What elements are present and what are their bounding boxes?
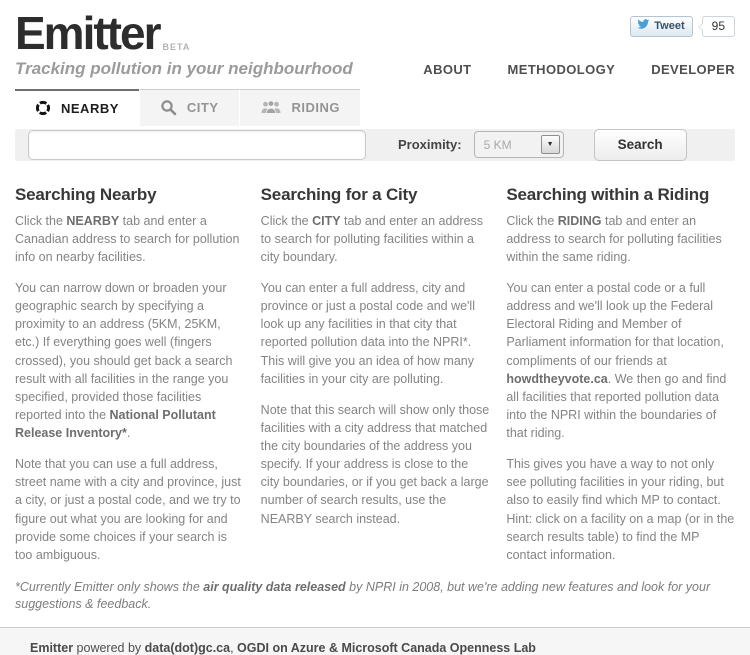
twitter-bird-icon [637,19,650,33]
paragraph [506,455,735,564]
proximity-selected-value: 5 KM [483,137,512,152]
text-segment: , [230,640,238,655]
text-segment: This gives you have a way to not only see polluting facilities in your riding, but also to easily find which MP to contact. Hint: click on a facility on a map (or in the search results table) to find the MP contact information. [506,457,735,562]
column-heading: Searching within a Riding [506,184,710,204]
text-segment: Click the [15,213,67,228]
text-segment: by NPRI in 2008, but we're adding new features and look for your suggestions & feedback. [15,579,711,612]
text-segment: . We then go and find all facilities that reported pollution data into the NPRI within the boundaries of that riding. [506,371,727,441]
paragraph [261,279,490,388]
tab-label: RIDING [291,100,341,116]
text-segment: Note that you can use a full address, street name with a city and province, just a city, or just a postal code, and we try to figure out what you are looking for and provide some choices if your search is too ambiguous. [15,457,241,562]
tab-riding[interactable] [239,89,361,126]
text-segment: You can enter a full address, city and province or just a postal code and we'll look up any facilities in that city that reported pollution data into the NPRI*. This will give you an idea of how many facilities in your city are polluting. [260,281,475,386]
top-nav [423,62,735,77]
tweet-count[interactable]: 95 [702,16,735,37]
text-segment: Click the [260,213,313,228]
text-segment: You can narrow down or broaden your geographic search by specifying a proximity to an address (5KM, 25KM, etc.) If everything goes well (fingers crossed), you should get back a search result with all facilities in the range you specified, provided those facilities reported into the [15,281,233,422]
text-segment: NEARBY [66,213,120,228]
paragraph [15,455,244,564]
text-segment: . [126,426,131,441]
paragraph [15,279,244,442]
text-segment: *Currently Emitter only shows the [15,579,204,594]
column-heading: Searching Nearby [15,184,157,204]
howdtheyvote-link[interactable]: howdtheyvote.ca [506,371,608,386]
target-icon [35,100,51,116]
footer-credits [30,641,536,655]
text-segment: powered by [73,640,145,655]
header [0,0,750,79]
text-segment: National Pollutant Release Inventory* [15,407,216,441]
text-segment: Note that this search will show only those facilities with a city address that matched the city boundaries of the address you specify. If your address is close to the city boundaries, or if you get back a large number of search results, use the NEARBY search instead. [260,402,490,526]
column-heading: Searching for a City [260,184,418,204]
app-logo: Emitter [15,7,160,59]
text-segment: CITY [312,213,341,228]
column-searching-city [261,173,490,577]
search-button[interactable]: Search [594,129,687,161]
text-segment: air quality data released [203,579,346,594]
text-segment: You can enter a postal code or a full address and we'll look up the Federal Electoral Riding and Member of Parliament information for that location, compliments of our friends at [506,281,724,368]
dropdown-arrow-button[interactable] [541,135,560,154]
tagline-row [15,59,735,79]
tab-nearby[interactable] [15,89,139,126]
text-segment: RIDING [557,213,602,228]
text-segment: tab and enter an address to search for polluting facilities within the same riding. [506,213,722,264]
tab-city[interactable] [139,89,239,126]
beta-badge: BETA [162,41,191,52]
paragraph [261,401,490,528]
search-tabs [15,89,351,126]
tweet-widget [630,16,735,37]
proximity-select[interactable] [474,131,564,158]
column-searching-riding [506,173,735,577]
chevron-down-icon: ▼ [546,141,554,149]
tab-label: NEARBY [61,100,119,116]
ogdi-azure-link[interactable]: OGDI on Azure & Microsoft Canada Openness Lab [237,640,536,655]
paragraph [506,212,735,266]
tab-label: CITY [186,100,219,116]
text-segment: Emitter [30,640,74,655]
text-segment: tab and enter an address to search for polluting facilities within a city boundary. [260,213,484,264]
search-bar [15,129,735,161]
magnifier-icon [160,99,177,116]
paragraph [261,212,490,266]
logo-line [15,7,735,59]
proximity-label: Proximity: [398,137,462,153]
people-icon [260,100,282,115]
paragraph [15,212,244,266]
column-searching-nearby [15,173,244,577]
footer [0,627,750,655]
data-source-footnote [15,579,735,614]
tagline: Tracking pollution in your neighbourhood [15,58,353,78]
nav-item-methodology[interactable]: METHODOLOGY [507,61,616,77]
paragraph [506,279,735,442]
nav-item-about[interactable]: ABOUT [423,61,472,77]
nav-item-developer[interactable]: DEVELOPER [651,61,735,77]
help-columns [15,173,735,577]
tweet-label: Tweet [654,20,685,32]
tweet-button[interactable] [630,16,692,37]
text-segment: Click the [506,213,558,228]
text-segment: tab and enter a Canadian address to search for pollution info on nearby facilities. [15,213,240,264]
address-search-input[interactable] [28,130,366,160]
data-gc-ca-link[interactable]: data(dot)gc.ca [144,640,231,655]
